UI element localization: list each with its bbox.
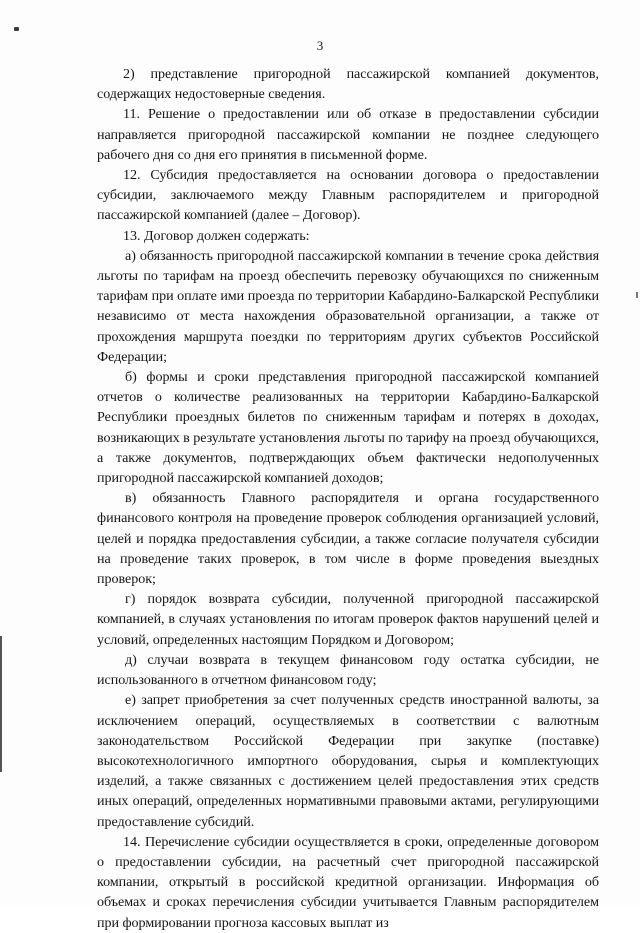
paragraph-13-v: в) обязанность Главного распорядителя и органа государственного финансового контроля на проведение проверок соблюдения организацией условий, целей и порядка предоставления субсидии, а также согласие получателя субсидии на проведение таких проверок, в том числе в форме проведения выездных проверок; bbox=[97, 490, 599, 588]
paragraph-13: 13. Договор должен содержать: bbox=[123, 227, 310, 244]
scan-artifact bbox=[636, 292, 638, 298]
scan-artifact bbox=[0, 636, 2, 772]
page-number: 3 bbox=[316, 38, 324, 53]
paragraph-12: 12. Субсидия предоставляется на основании договора о предоставлении субсидии, заключаемого между Главным распорядителем и пригородной пассажирской компанией (далее – Договор). bbox=[97, 167, 599, 224]
scan-artifact bbox=[14, 27, 19, 31]
paragraph-13-b: б) формы и сроки представления пригородной пассажирской компанией отчетов о количестве реализованных на территории Кабардино-Балкарской Республики проездных билетов по сниженным тарифам и потерях в доходах, возникающих в результате установления льготы по тарифу на проезд обучающихся, а также документов, подтверждающих объем фактически недополученных пригородной пассажирской компанией доходов; bbox=[97, 369, 599, 487]
paragraph-13-d: д) случаи возврата в текущем финансовом году остатка субсидии, не использованного в отчетном финансовом году; bbox=[97, 651, 599, 689]
document-body bbox=[97, 64, 599, 933]
paragraph-13-e: е) запрет приобретения за счет полученных средств иностранной валюты, за исключением операций, осуществляемых в соответствии с валютным законодательством Российской Федерации при закупке (поставке) высокотехнологичного импортного оборудования, сырья и комплектующих изделий, а также связанных с достижением целей предоставления этих средств иных операций, определенных нормативными правовыми актами, регулирующими предоставление субсидий. bbox=[97, 692, 599, 830]
paragraph-item-2: 2) представление пригородной пассажирской компанией документов, содержащих недостоверные сведения. bbox=[97, 66, 599, 103]
paragraph-13-a: а) обязанность пригородной пассажирской компании в течение срока действия льготы по тарифам на проезд обеспечить перевозку обучающихся по сниженным тарифам при оплате ими проезда по территории Кабардино-Балкарской Республики независимо от места нахождения образовательной организации, а также от прохождения маршрута поездки по территориям других субъектов Российской Федерации; bbox=[97, 247, 599, 365]
paragraph-11: 11. Решение о предоставлении или об отказе в предоставлении субсидии направляется пригородной пассажирской компании не позднее следующего рабочего дня со дня его принятия в письменной форме. bbox=[97, 106, 599, 163]
paragraph-14: 14. Перечисление субсидии осуществляется в сроки, определенные договором о предоставлении субсидии, на расчетный счет пригородной пассажирской компании, открытый в российской кредитной организации. Информация об объемах и сроках перечисления субсидии учитывается Главным распорядителем при формировании прогноза кассовых выплат из bbox=[97, 833, 599, 931]
paragraph-13-g: г) порядок возврата субсидии, полученной пригородной пассажирской компанией, в случаях установления по итогам проверок фактов нарушений целей и условий, определенных настоящим Порядком и Договором; bbox=[97, 591, 599, 648]
